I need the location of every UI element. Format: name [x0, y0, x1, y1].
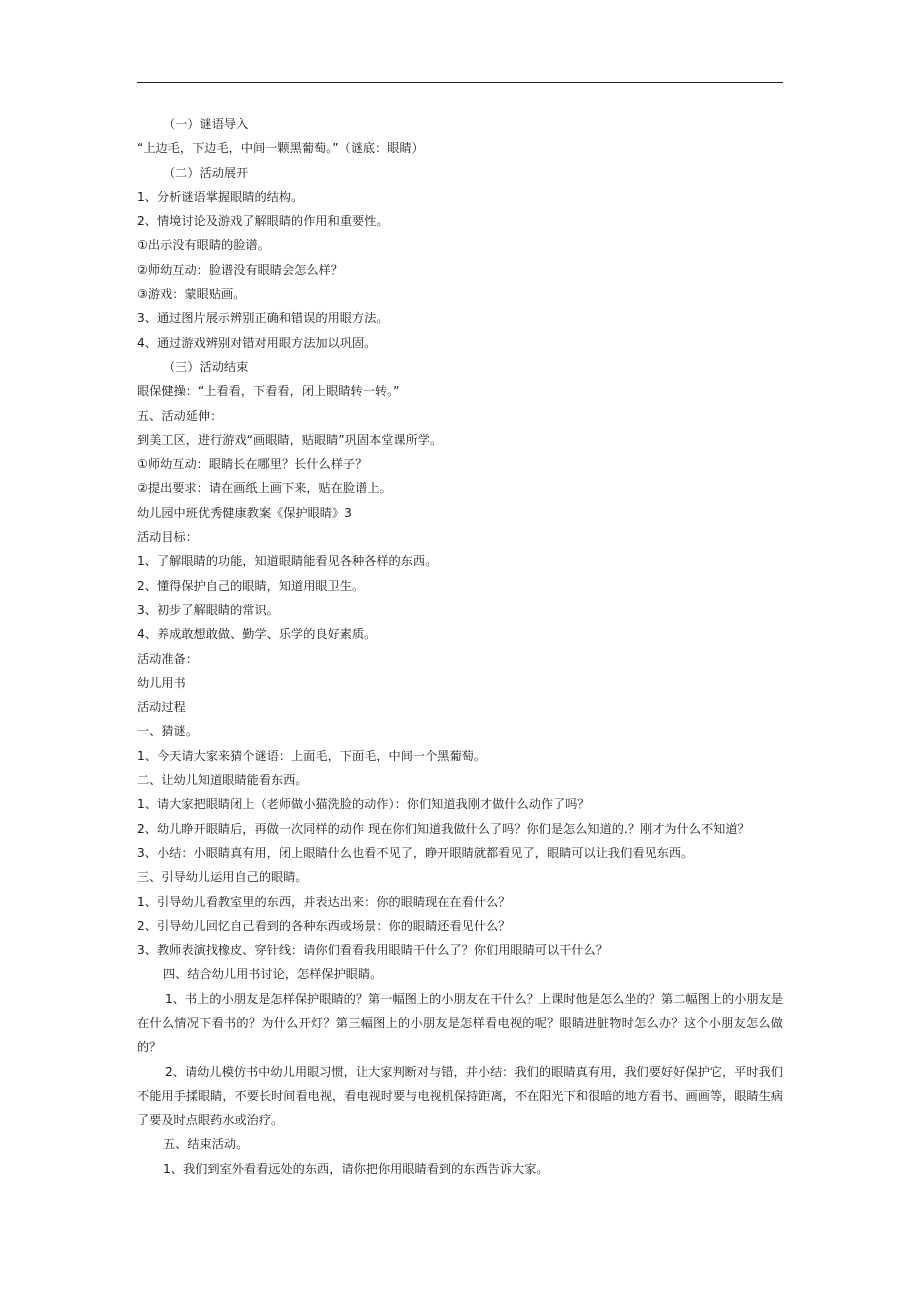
section-heading: 活动目标：	[137, 530, 198, 545]
section-heading: 活动准备：	[137, 651, 198, 666]
text-line: ①师幼互动：眼睛长在哪里？长什么样子？	[137, 457, 368, 472]
text-line: 1、分析谜语掌握眼睛的结构。	[137, 189, 304, 204]
text-line: 1、请大家把眼睛闭上（老师做小猫洗脸的动作）：你们知道我刚才做什么动作了吗？	[137, 797, 590, 812]
text-line: 2、引导幼儿回忆自己看到的各种东西或场景：你的眼睛还看见什么？	[137, 918, 511, 933]
text-line: 1、我们到室外看看远处的东西，请你把你用眼睛看到的东西告诉大家。	[163, 1161, 549, 1176]
section-heading: 五、活动延伸：	[137, 408, 223, 423]
text-line: “上边毛，下边毛，中间一颗黑葡萄。”（谜底：眼睛）	[137, 141, 424, 156]
section-heading: 四、结合幼儿用书讨论，怎样保护眼睛。	[163, 967, 383, 982]
text-line: ②提出要求：请在画纸上画下来，贴在脸谱上。	[137, 481, 392, 496]
paragraph: 1、书上的小朋友是怎样保护眼睛的？第一幅图上的小朋友在干什么？上课时他是怎么坐的？第二幅图上的小朋友是在什么情况下看书的？为什么开灯？第三幅图上的小朋友是怎样看电视的呢？眼睛进脏物时怎么办？这个小朋友怎么做的？	[137, 991, 783, 1055]
section-heading: 三、引导幼儿运用自己的眼睛。	[137, 870, 308, 885]
text-line: 2、懂得保护自己的眼睛，知道用眼卫生。	[137, 578, 365, 593]
text-line: 4、养成敢想敢做、勤学、乐学的良好素质。	[137, 627, 377, 642]
section-heading: 五、结束活动。	[163, 1137, 249, 1152]
text-line: 3、初步了解眼睛的常识。	[137, 602, 279, 617]
section-heading: （二）活动展开	[163, 165, 249, 180]
text-line: ②师幼互动：脸谱没有眼睛会怎么样？	[137, 262, 343, 277]
text-line: 1、引导幼儿看教室里的东西，并表达出来：你的眼睛现在在看什么？	[137, 894, 511, 909]
section-heading: 二、让幼儿知道眼睛能看东西。	[137, 773, 308, 788]
lesson-title: 幼儿园中班优秀健康教案《保护眼睛》3	[137, 505, 352, 520]
paragraph: 2、请幼儿模仿书中幼儿用眼习惯，让大家判断对与错，并小结：我们的眼睛真有用，我们要好好保护它，平时我们不能用手揉眼睛，不要长时间看电视，看电视时要与电视机保持距离，不在阳光下和很暗的地方看书、画画等，眼睛生病了要及时点眼药水或治疗。	[137, 1064, 783, 1128]
text-line: ①出示没有眼睛的脸谱。	[137, 238, 270, 253]
section-heading: 一、猜谜。	[137, 724, 198, 739]
text-line: 4、通过游戏辨别对错对用眼方法加以巩固。	[137, 335, 377, 350]
text-line: ③游戏：蒙眼贴画。	[137, 287, 246, 302]
text-line: 3、通过图片展示辨别正确和错误的用眼方法。	[137, 311, 389, 326]
document-body	[137, 112, 783, 1181]
text-line: 3、教师表演找橡皮、穿针线：请你们看看我用眼睛干什么了？你们用眼睛可以干什么？	[137, 943, 608, 958]
header-rule	[137, 82, 783, 83]
text-line: 1、今天请大家来猜个谜语：上面毛，下面毛，中间一个黑葡萄。	[137, 748, 487, 763]
text-line: 2、幼儿睁开眼睛后，再做一次同样的动作 现在你们知道我做什么了吗？你们是怎么知道的.？刚才为什么不知道？	[137, 821, 750, 836]
text-line: 1、了解眼睛的功能，知道眼睛能看见各种各样的东西。	[137, 554, 438, 569]
section-heading: 活动过程	[137, 700, 186, 715]
section-heading: （三）活动结束	[163, 359, 249, 374]
text-line: 3、小结：小眼睛真有用，闭上眼睛什么也看不见了，睁开眼睛就都看见了，眼睛可以让我们看见东西。	[137, 845, 694, 860]
text-line: 幼儿用书	[137, 675, 186, 690]
text-line: 到美工区，进行游戏“画眼睛，贴眼睛”巩固本堂课所学。	[137, 432, 443, 447]
text-line: 2、情境讨论及游戏了解眼睛的作用和重要性。	[137, 214, 389, 229]
text-line: 眼保健操：“上看看，下看看，闭上眼睛转一转。”	[137, 384, 400, 399]
section-heading: （一）谜语导入	[163, 117, 249, 131]
